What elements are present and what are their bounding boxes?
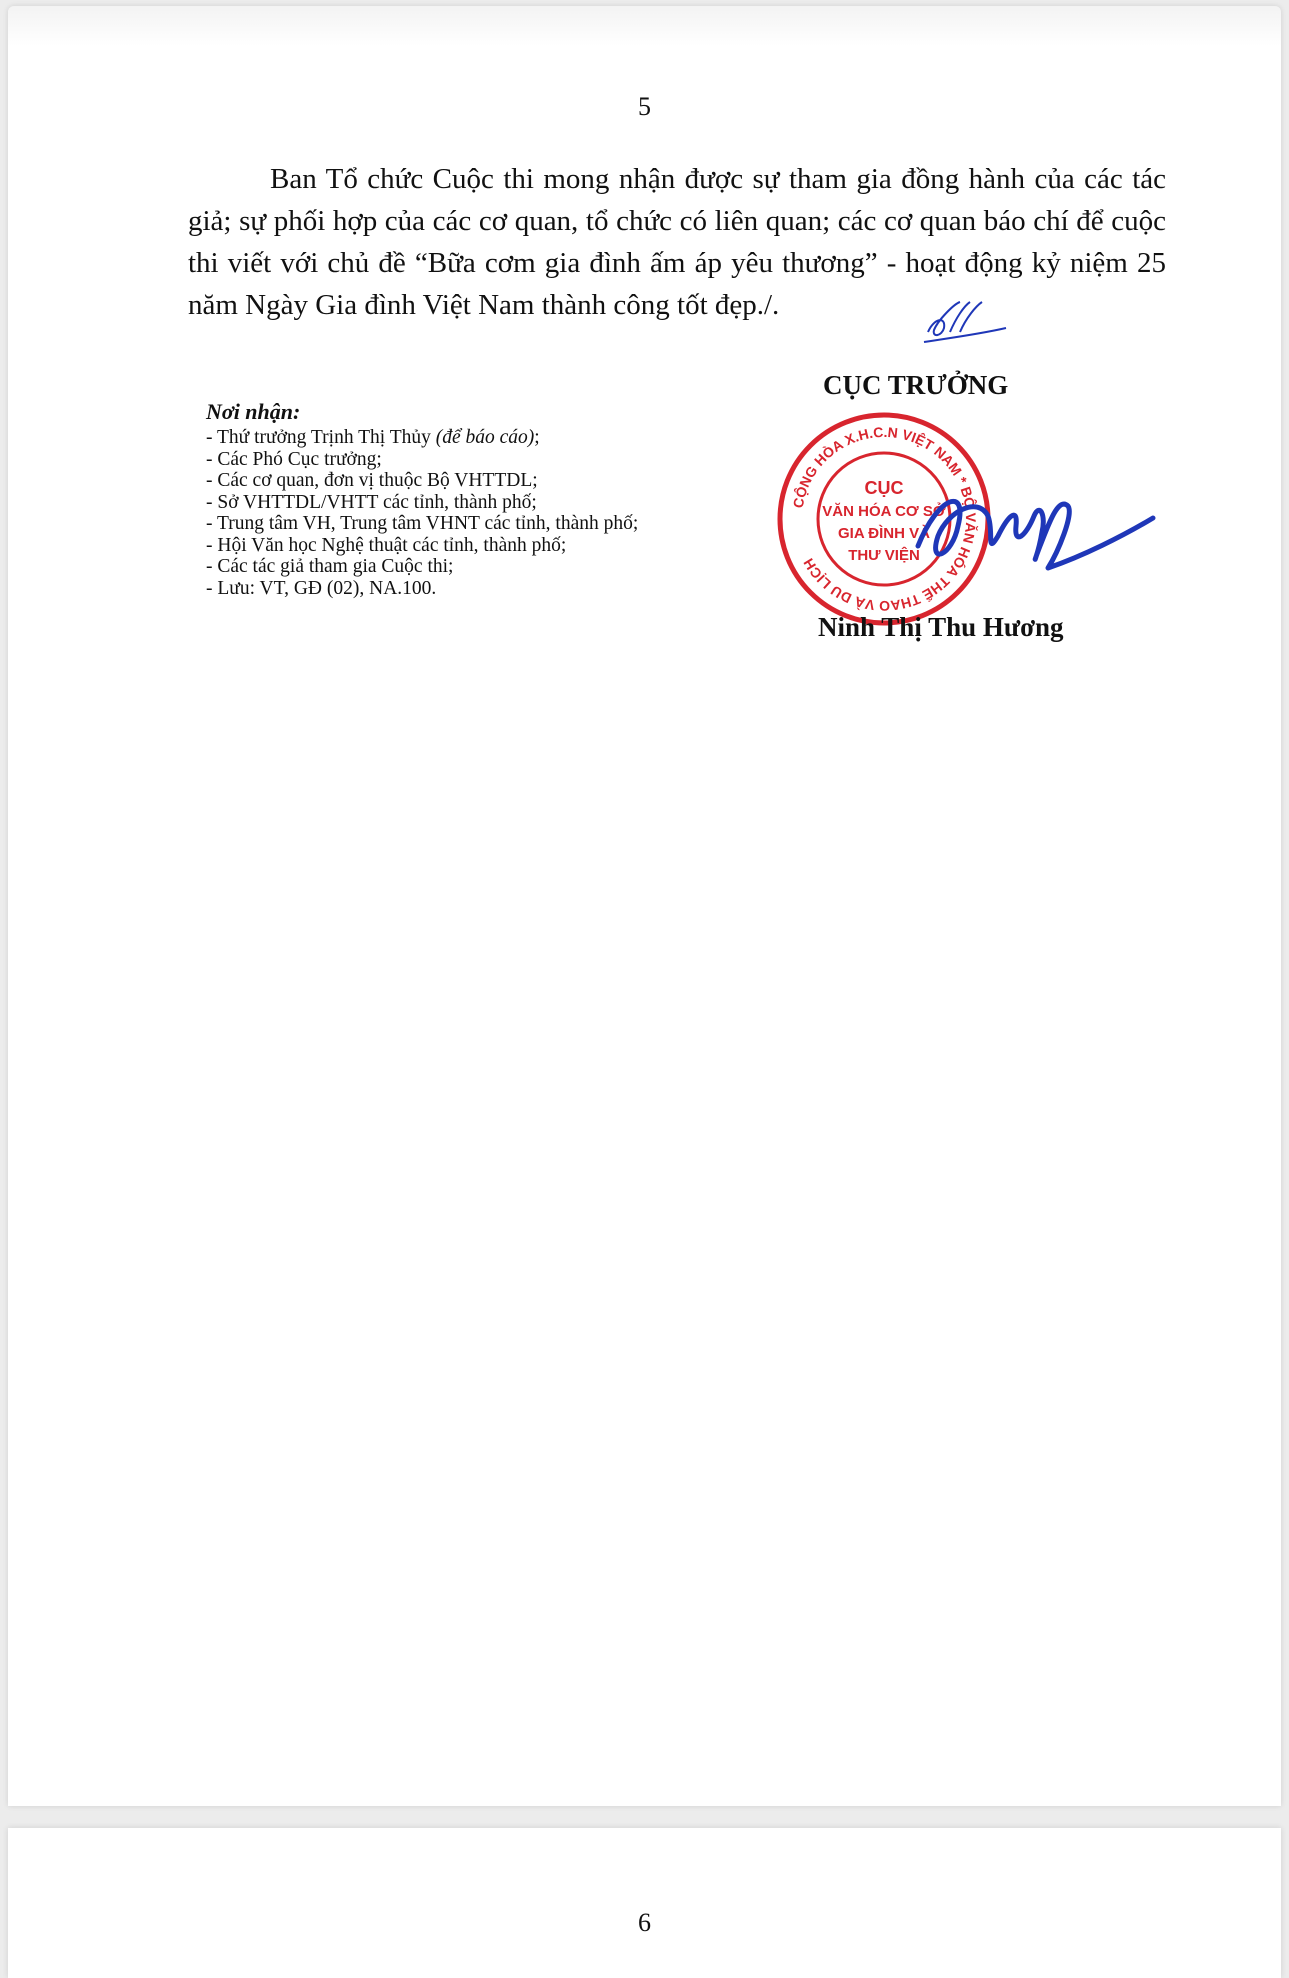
recipient-item: - Trung tâm VH, Trung tâm VHNT các tỉnh, thành phố; (206, 513, 639, 534)
recipient-item: - Sở VHTTDL/VHTT các tỉnh, thành phố; (206, 491, 537, 513)
svg-text:CỤC: CỤC (864, 478, 904, 498)
signer-name: Ninh Thị Thu Hương (818, 612, 1064, 642)
recipient-item: - Hội Văn học Nghệ thuật các tỉnh, thành phố; (206, 534, 567, 556)
recipient-item: - Các Phó Cục trưởng; (206, 448, 382, 470)
recipients-title: Nơi nhận: (206, 399, 301, 424)
recipient-item: - Thứ trưởng Trịnh Thị Thủy (để báo cáo); (206, 427, 540, 448)
svg-text:THƯ VIỆN: THƯ VIỆN (848, 547, 920, 564)
recipient-item: - Các tác giả tham gia Cuộc thi; (206, 556, 454, 577)
initials-icon (920, 296, 1010, 346)
document-page-5 (8, 6, 1281, 1806)
closing-paragraph: Ban Tổ chức Cuộc thi mong nhận được sự tham gia đồng hành của các tác giả; sự phối hợp của các cơ quan, tổ chức có liên quan; các cơ quan báo chí để cuộc thi viết với chủ đề “Bữa cơm gia đình ấm áp yêu thương” - hoạt động kỷ niệm 25 năm Ngày Gia đình Việt Nam thành công tốt đẹp./. (188, 163, 1166, 321)
svg-text:VĂN HÓA CƠ SỞ: VĂN HÓA CƠ SỞ (822, 503, 946, 520)
page-number: 6 (638, 1908, 651, 1937)
svg-text:GIA ĐÌNH VÀ: GIA ĐÌNH VÀ (838, 525, 930, 542)
signature-icon (908, 476, 1158, 586)
document-page-6 (8, 1828, 1281, 1978)
recipients-list (200, 399, 760, 599)
svg-text:CỘNG HÒA X.H.C.N VIỆT NAM * BỘ: CỘNG HÒA X.H.C.N VIỆT NAM * BỘ VĂN HÓA THỂ THAO VÀ DU LỊCH (789, 423, 980, 615)
signer-title: CỤC TRƯỞNG (823, 370, 1009, 400)
recipient-item: - Lưu: VT, GĐ (02), NA.100. (206, 577, 437, 599)
recipient-item: - Các cơ quan, đơn vị thuộc Bộ VHTTDL; (206, 470, 538, 491)
page-number: 5 (638, 92, 651, 121)
